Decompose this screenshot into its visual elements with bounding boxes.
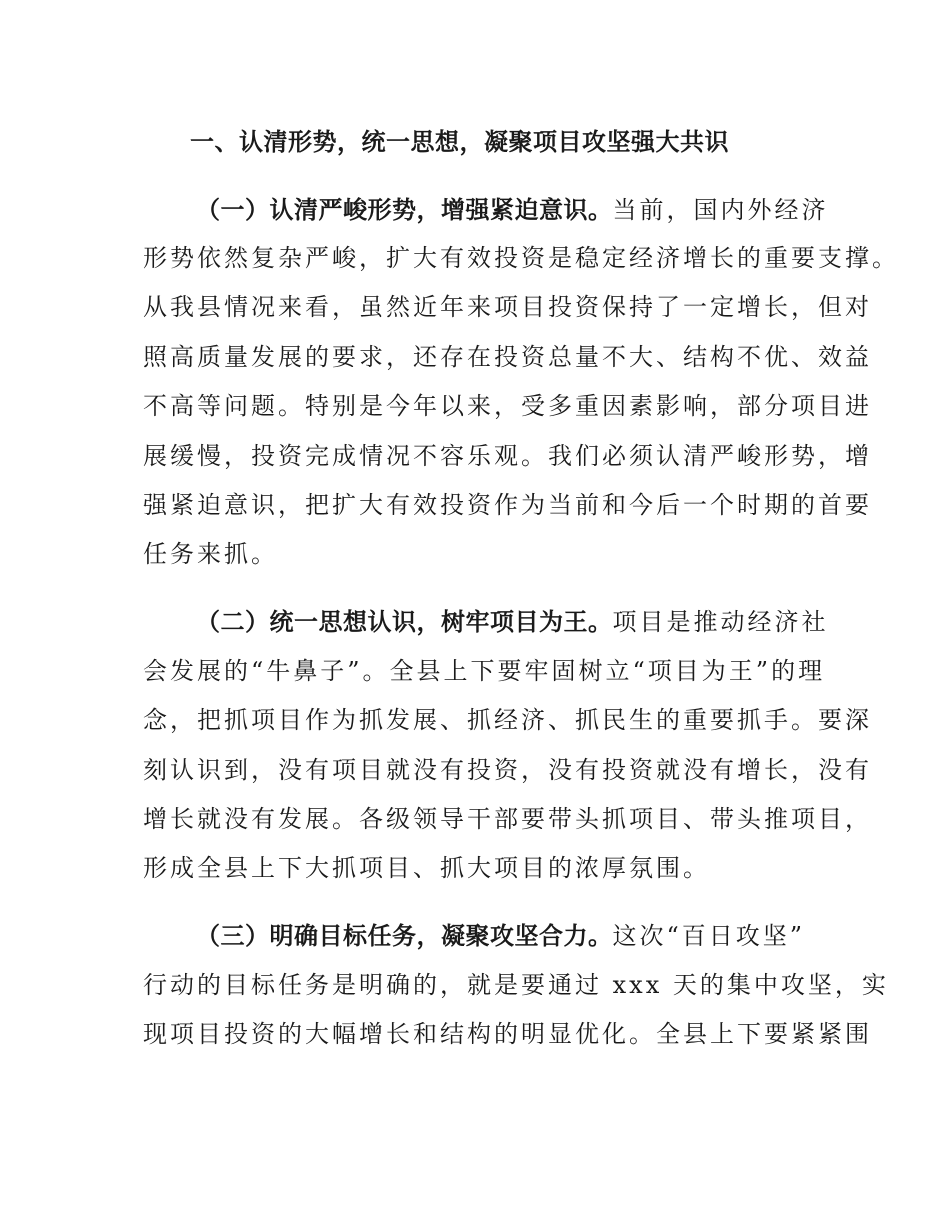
paragraph-3-lead: （三）明确目标任务，凝聚攻坚合力。 [196,922,613,950]
paragraph-2-line-1 [196,602,829,642]
paragraph-1-line-8: 任务来抓。 [143,540,278,568]
section-heading: 一、认清形势，统一思想，凝聚项目攻坚强大共识 [190,128,729,156]
paragraph-3-line-2: 行动的目标任务是明确的，就是要通过 xxx 天的集中攻坚，实 [143,971,889,999]
paragraph-1-line-6: 展缓慢，投资完成情况不容乐观。我们必须认清严峻形势，增 [143,442,872,470]
paragraph-1-lead: （一）认清严峻形势，增强紧迫意识。 [196,196,613,224]
paragraph-2-line-5: 增长就没有发展。各级领导干部要带头抓项目、带头推项目， [143,805,872,833]
paragraph-1-text: 当前，国内外经济 [612,196,829,224]
paragraph-3-text: 这次“百日攻坚” [612,922,806,950]
paragraph-1-line-3: 从我县情况来看，虽然近年来项目投资保持了一定增长，但对 [143,293,872,321]
paragraph-1-line-5: 不高等问题。特别是今年以来，受多重因素影响，部分项目进 [143,392,872,420]
paragraph-1-line-1 [196,190,829,230]
paragraph-2-text: 项目是推动经济社 [612,608,829,636]
paragraph-3-line-1 [196,916,805,956]
paragraph-2-line-4: 刻认识到，没有项目就没有投资，没有投资就没有增长，没有 [143,756,872,784]
paragraph-1-line-2: 形势依然复杂严峻，扩大有效投资是稳定经济增长的重要支撑。 [143,244,899,272]
paragraph-2-lead: （二）统一思想认识，树牢项目为王。 [196,608,613,636]
paragraph-2-line-3: 念，把抓项目作为抓发展、抓经济、抓民生的重要抓手。要深 [143,706,872,734]
paragraph-2-line-6: 形成全县上下大抓项目、抓大项目的浓厚氛围。 [143,854,710,882]
paragraph-1-line-7: 强紧迫意识，把扩大有效投资作为当前和今后一个时期的首要 [143,491,872,519]
paragraph-2-line-2: 会发展的“牛鼻子”。全县上下要牢固树立“项目为王”的理 [143,657,826,685]
paragraph-1-line-4: 照高质量发展的要求，还存在投资总量不大、结构不优、效益 [143,343,872,371]
paragraph-3-line-3: 现项目投资的大幅增长和结构的明显优化。全县上下要紧紧围 [143,1020,872,1048]
